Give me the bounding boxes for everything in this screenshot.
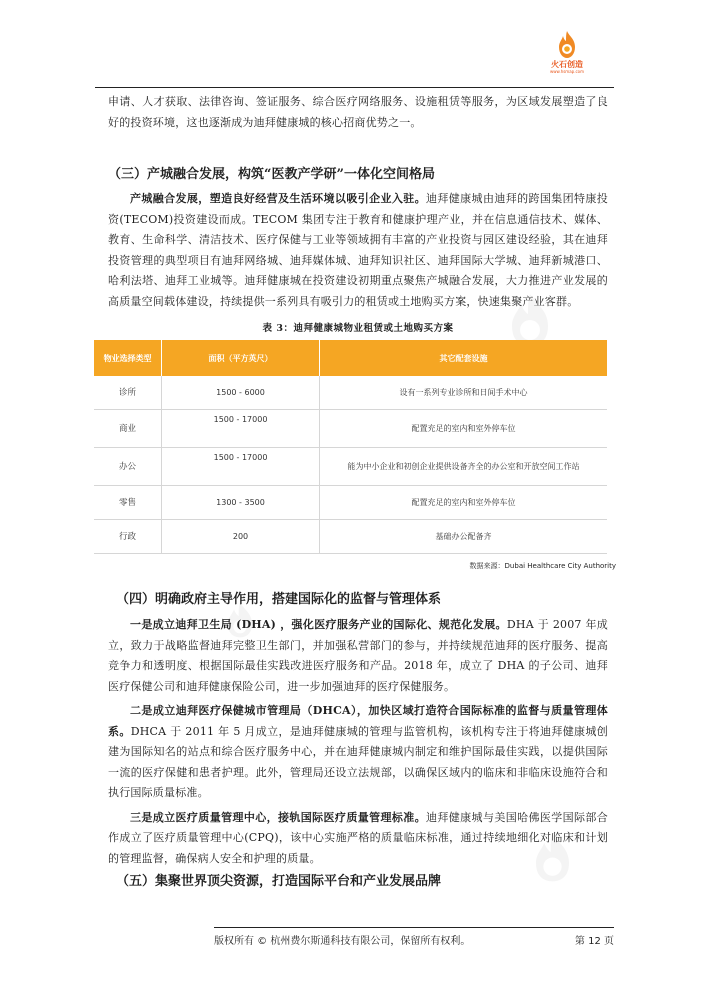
section-4-paragraph-3 [108,808,608,870]
company-logo [546,30,588,80]
flame-icon [554,30,580,60]
logo-url: www.hsmap.com [549,69,585,74]
section-3-paragraph [108,189,608,312]
continued-paragraph: 申请、人才获取、法律咨询、签证服务、综合医疗网络服务、设施租赁等服务，为区域发展塑造了良好的投资环境，这也逐渐成为迪拜健康城的核心招商优势之一。 [108,95,608,129]
section-3-heading: （三）产城融合发展，构筑“医教产学研”一体化空间格局 [108,167,435,182]
paragraph-text: 迪拜健康城由迪拜的跨国集团特康投资(TECOM)投资建设而成。TECOM 集团专注于教育和健康护理产业，并在信息通信技术、媒体、教育、生命科学、清洁技术、医疗保健与工业等领域拥有丰富的产业投资与园区建设经验，其在迪拜投资管理的典型项目有迪拜网络城、迪拜媒体城、迪拜知识社区、迪拜国际大学城、迪拜新城港口、哈利法塔、迪拜工业城等。迪拜健康城在投资建设初期重点聚焦产城融合发展，大力推进产业发展的高质量空间载体建设，持续提供一系列具有吸引力的租赁或土地购买方案，快速集聚产业客群。 [108,192,608,308]
table-row [94,376,607,410]
table-cell: 设有一系列专业诊所和日间手术中心 [319,376,607,410]
column-header: 面积（平方英尺） [162,340,320,376]
table-cell: 1500 - 6000 [162,376,320,410]
table-cell: 零售 [94,486,162,520]
section-4-paragraph-1 [108,615,608,697]
table-cell: 1500 - 17000 [162,448,320,486]
footer-divider [214,927,614,928]
table-cell: 配置充足的室内和室外停车位 [319,410,607,448]
table-cell: 200 [162,520,320,554]
table-cell: 行政 [94,520,162,554]
paragraph-text: DHA 于 2007 年成立，致力于战略监督迪拜完整卫生部门，并加强私营部门的参与，并持续规范迪拜的医疗服务、提高竞争力和透明度、根据国际最佳实践改进医疗服务和产品。2018 年，成立了 DHA 的子公司、迪拜医疗保健公司和迪拜健康保险公司，进一步加强迪拜的医疗保健服务。 [108,618,608,693]
table-cell: 诊所 [94,376,162,410]
table-row [94,520,607,554]
property-table [94,340,607,554]
table-cell: 1300 - 3500 [162,486,320,520]
lead-sentence: 二是成立迪拜医疗保健城市管理局（DHCA），加快区域打造符合国际标准的监督与质量管理体系。 [108,704,608,738]
column-header: 物业选择类型 [94,340,162,376]
lead-sentence: 一是成立迪拜卫生局 (DHA) ，强化医疗服务产业的国际化、规范化发展。 [130,618,507,631]
paragraph-text: 迪拜健康城与美国哈佛医学国际部合作成立了医疗质量管理中心(CPQ)，该中心实施严格的质量临床标准，通过持续地细化对临床和计划的管理监督，确保病人安全和护理的质量。 [108,810,608,865]
logo-name: 火石创造 [551,60,583,69]
table-row [94,448,607,486]
table-cell: 1500 - 17000 [162,410,320,448]
table-row [94,410,607,448]
table-cell: 办公 [94,448,162,486]
table-cell: 商业 [94,410,162,448]
page-number: 第 12 页 [574,936,614,947]
section-5-heading: （五）集聚世界顶尖资源，打造国际平台和产业发展品牌 [116,874,442,889]
page-content [103,92,616,891]
table-source: 数据来源：Dubai Healthcare City Authority [469,562,616,570]
copyright-text: 版权所有 © 杭州费尔斯通科技有限公司，保留所有权利。 [214,936,471,947]
table-row [94,486,607,520]
paragraph-text: DHCA 于 2011 年 5 月成立，是迪拜健康城的管理与监管机构，该机构专注于将迪拜健康城创建为国际知名的站点和综合医疗服务中心，并在迪拜健康城内制定和维护国际最佳实践，以提供国际一流的医疗保健和患者护理。此外，管理局还设立法规部，以确保区域内的临床和非临床设施符合和执行国际质量标准。 [108,724,608,799]
table-cell: 配置充足的室内和室外停车位 [319,486,607,520]
lead-sentence: 三是成立医疗质量管理中心，接轨国际医疗质量管理标准。 [130,810,427,824]
table-caption: 表 3：迪拜健康城物业租赁或土地购买方案 [262,323,454,334]
table-cell: 能为中小企业和初创企业提供设备齐全的办公室和开放空间工作站 [319,448,607,486]
section-4-heading: （四）明确政府主导作用，搭建国际化的监督与管理体系 [116,592,442,607]
lead-sentence: 产城融合发展，塑造良好经营及生活环境以吸引企业入驻。 [130,192,427,205]
header-divider [95,87,614,88]
page-footer [214,932,614,947]
table-header-row [94,340,607,376]
section-4-paragraph-2 [108,701,608,804]
column-header: 其它配套设施 [319,340,607,376]
table-cell: 基础办公配备齐 [319,520,607,554]
